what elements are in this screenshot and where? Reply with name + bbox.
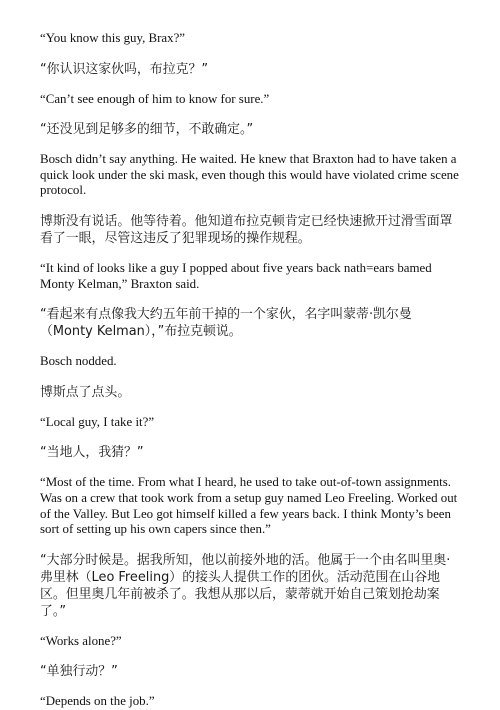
paragraph-en: Bosch didn’t say anything. He waited. He knew that Braxton had to have taken a quick look under the ski mask, even though this would have violated crime scene protocol. — [40, 152, 459, 198]
paragraph-zh: “当地人，我猜？” — [40, 445, 144, 461]
paragraph-zh: “看起来有点像我大约五年前干掉的一个家伙，名字叫蒙蒂·凯尔曼（Monty Kelman），”布拉克顿说。 — [40, 307, 412, 340]
paragraph-en: “You know this guy, Brax?” — [40, 31, 186, 45]
paragraph-zh: 博斯没有说话。他等待着。他知道布拉克顿肯定已经快速掀开过滑雪面罩看了一眼，尽管这违反了犯罪现场的操作规程。 — [40, 213, 453, 246]
paragraph-en: Bosch nodded. — [40, 354, 117, 369]
paragraph-en: “Local guy, I take it?” — [40, 414, 155, 429]
paragraph-en: “Works alone?” — [40, 633, 122, 648]
paragraph-en: “Can’t see enough of him to know for sure.” — [40, 91, 270, 106]
paragraph-en: “Depends on the job.” — [40, 694, 155, 709]
paragraph-en: “Most of the time. From what I heard, he used to take out-of-town assignments. Was on a crew that took work from a setup guy named Leo Freeling. Worked out of the Valley. But Leo got himself killed a few years back. I think Monty’s been sort of setting up his own capers since then.” — [40, 475, 458, 537]
paragraph-zh: “大部分时候是。据我所知，他以前接外地的活。他属于一个由名叫里奥·弗里林（Leo Freeling）的接头人提供工作的团伙。活动范围在山谷地区。但里奥几年前被杀了。我想从那以后，蒙蒂就开始自己策划抢劫案了。” — [40, 552, 451, 619]
paragraph-en: “It kind of looks like a guy I popped about five years back nath=ears bamed Monty Kelman,” Braxton said. — [40, 260, 432, 291]
paragraph-zh: 博斯点了点头。 — [40, 384, 131, 400]
paragraph-zh: “还没见到足够多的细节，不敢确定。” — [40, 122, 254, 138]
paragraph-zh: “单独行动？” — [40, 664, 118, 680]
paragraph-zh: “你认识这家伙吗，布拉克？” — [40, 61, 209, 77]
